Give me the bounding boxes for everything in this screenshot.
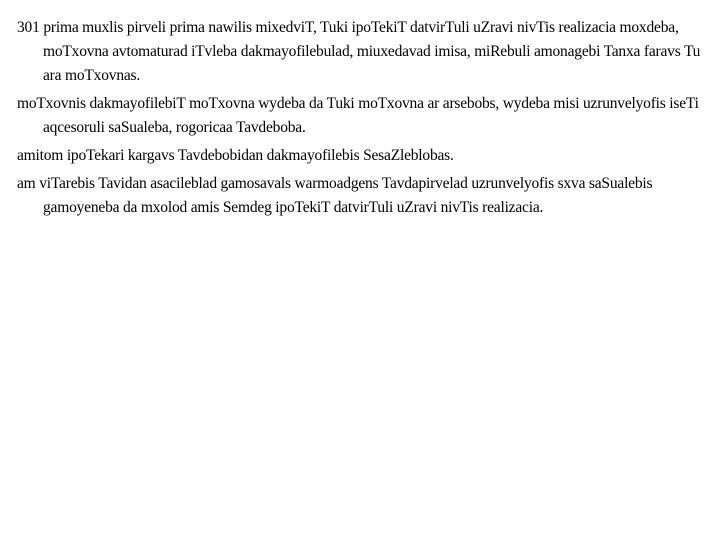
paragraph-2 <box>17 92 701 140</box>
paragraph-1 <box>17 16 701 88</box>
paragraph-4 <box>17 172 701 220</box>
paragraph-text: moTxovnis dakmayofilebiT moTxovna wydeba da Tuki moTxovna ar arsebobs, wydeba misi uzrunvelyofis iseTi aqcesoruli saSualeba, rogoricaa Tavdeboba. <box>17 95 699 136</box>
paragraph-text: amitom ipoTekari kargavs Tavdebobidan dakmayofilebis SesaZleblobas. <box>17 147 454 164</box>
paragraph-text: prima muxlis pirveli prima nawilis mixedviT, Tuki ipoTekiT datvirTuli uZravi nivTis realizacia moxdeba, moTxovna avtomaturad iTvleba dakmayofilebulad, miuxedavad imisa, miRebuli amonagebi Tanxa faravs Tu ara moTxovnas. <box>43 19 701 84</box>
document-body <box>17 16 701 224</box>
paragraph-text: am viTarebis Tavidan asacileblad gamosavals warmoadgens Tavdapirvelad uzrunvelyofis sxva saSualebis gamoyeneba da mxolod amis Semdeg ipoTekiT datvirTuli uZravi nivTis realizacia. <box>17 175 653 216</box>
paragraph-3 <box>17 144 701 168</box>
paragraph-number: 301 <box>17 19 40 36</box>
